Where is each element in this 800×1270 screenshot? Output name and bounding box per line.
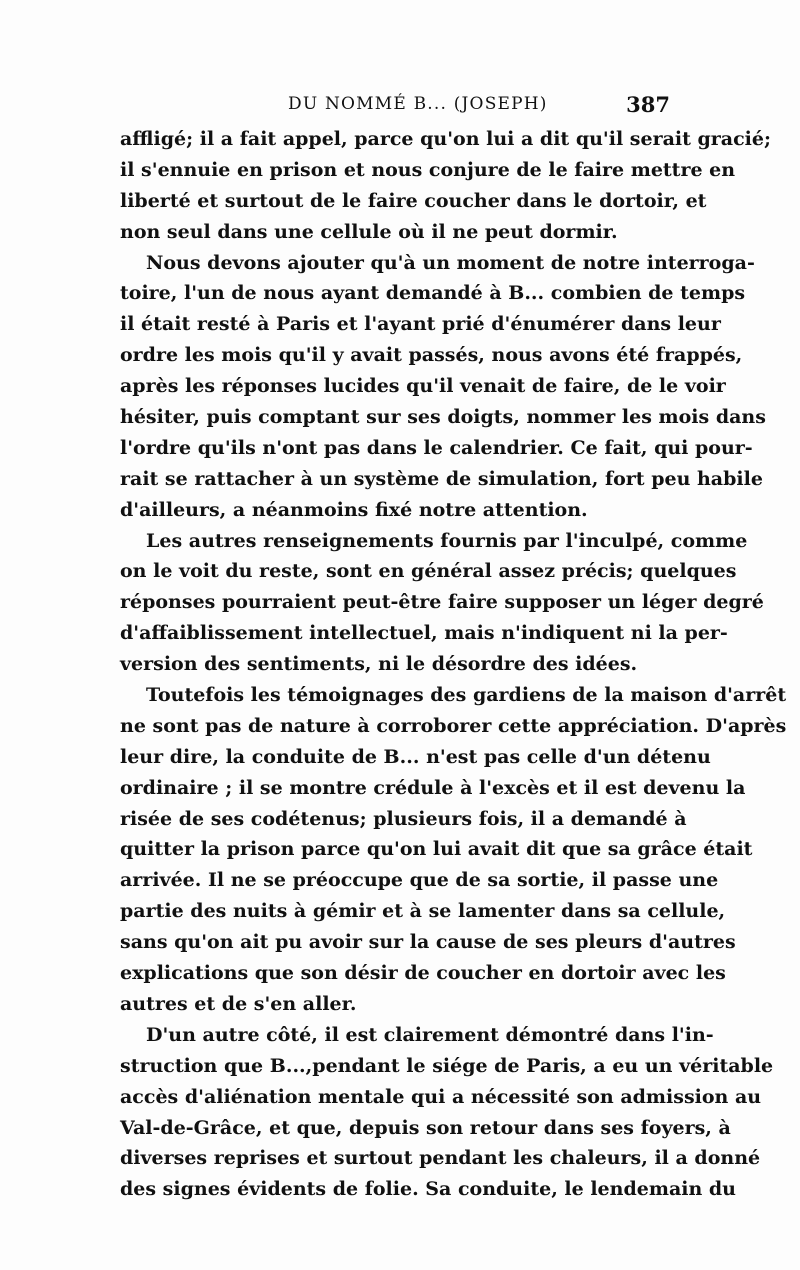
- paragraph: [120, 526, 764, 680]
- text-line: il était resté à Paris et l'ayant prié d'énumérer dans leur: [120, 313, 721, 336]
- text-line: toire, l'un de nous ayant demandé à B... combien de temps: [120, 282, 746, 305]
- text-line: diverses reprises et surtout pendant les chaleurs, il a donné: [120, 1147, 761, 1170]
- text-line: on le voit du reste, sont en général assez précis; quelques: [120, 560, 737, 583]
- text-line: Les autres renseignements fournis par l'inculpé, comme: [146, 529, 748, 552]
- body-text: [120, 124, 787, 1205]
- text-line: version des sentiments, ni le désordre des idées.: [120, 653, 638, 676]
- text-line: sans qu'on ait pu avoir sur la cause de ses pleurs d'autres: [120, 931, 736, 954]
- text-line: d'affaiblissement intellectuel, mais n'indiquent ni la per-: [120, 622, 728, 645]
- text-line: explications que son désir de coucher en dortoir avec les: [120, 962, 726, 985]
- text-line: réponses pourraient peut-être faire supposer un léger degré: [120, 591, 764, 614]
- text-line: ordinaire ; il se montre crédule à l'excès et il est devenu la: [120, 776, 746, 799]
- text-line: d'ailleurs, a néanmoins fixé notre attention.: [120, 498, 588, 521]
- text-line: arrivée. Il ne se préoccupe que de sa sortie, il passe une: [120, 869, 719, 892]
- paragraph: [120, 124, 771, 248]
- text-line: autres et de s'en aller.: [120, 992, 357, 1015]
- text-line: affligé; il a fait appel, parce qu'on lui a dit qu'il serait gracié;: [120, 128, 771, 150]
- text-line: risée de ses codétenus; plusieurs fois, il a demandé à: [120, 807, 687, 830]
- paragraph: [120, 248, 766, 526]
- text-line: ordre les mois qu'il y avait passés, nous avons été frappés,: [120, 344, 743, 367]
- text-line: rait se rattacher à un système de simulation, fort peu habile: [120, 467, 763, 490]
- running-title: DU NOMMÉ B... (JOSEPH): [288, 94, 548, 114]
- text-line: Nous devons ajouter qu'à un moment de notre interroga-: [146, 251, 755, 274]
- text-line: Toutefois les témoignages des gardiens de la maison d'arrêt: [146, 684, 787, 707]
- text-line: non seul dans une cellule où il ne peut dormir.: [120, 220, 618, 243]
- text-line: partie des nuits à gémir et à se lamenter dans sa cellule,: [120, 900, 726, 923]
- paragraph: [120, 1020, 774, 1205]
- text-line: après les réponses lucides qu'il venait de faire, de le voir: [120, 375, 726, 398]
- text-line: Val-de-Grâce, et que, depuis son retour dans ses foyers, à: [120, 1116, 731, 1139]
- text-line: il s'ennuie en prison et nous conjure de le faire mettre en: [120, 158, 736, 181]
- text-line: leur dire, la conduite de B... n'est pas celle d'un détenu: [120, 745, 711, 768]
- text-line: quitter la prison parce qu'on lui avait dit que sa grâce était: [120, 838, 753, 861]
- text-line: struction que B...,pendant le siége de Paris, a eu un véritable: [120, 1054, 774, 1077]
- running-head: [120, 92, 670, 122]
- text-line: des signes évidents de folie. Sa conduite, le lendemain du: [120, 1178, 736, 1201]
- page-number: 387: [626, 92, 670, 117]
- text-line: l'ordre qu'ils n'ont pas dans le calendrier. Ce fait, qui pour-: [120, 436, 753, 459]
- text-line: hésiter, puis comptant sur ses doigts, nommer les mois dans: [120, 406, 766, 429]
- paragraph: [120, 680, 787, 1020]
- text-line: liberté et surtout de le faire coucher dans le dortoir, et: [120, 189, 707, 212]
- text-line: ne sont pas de nature à corroborer cette appréciation. D'après: [120, 714, 787, 737]
- text-line: D'un autre côté, il est clairement démontré dans l'in-: [146, 1023, 714, 1046]
- text-line: accès d'aliénation mentale qui a nécessité son admission au: [120, 1085, 762, 1108]
